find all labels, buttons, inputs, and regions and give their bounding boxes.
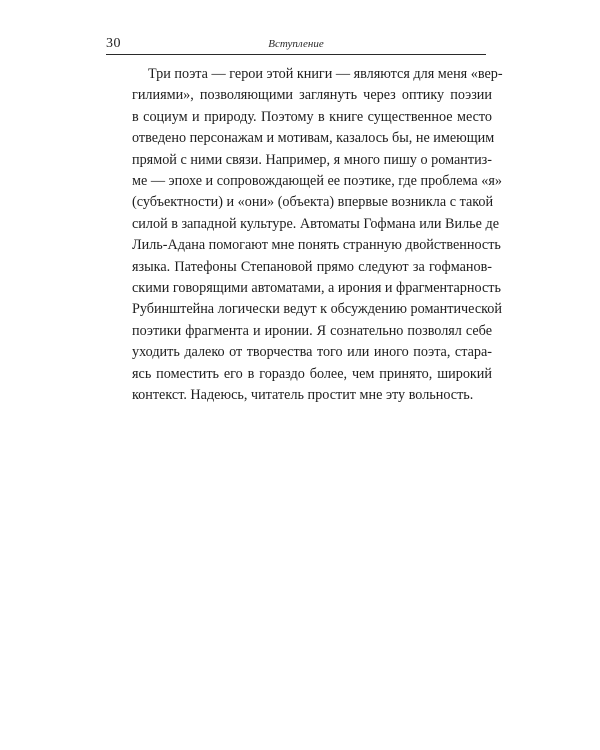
- running-head: Вступление: [268, 38, 324, 50]
- text-line: контекст. Надеюсь, читатель простит мне эту вольность.: [132, 387, 474, 404]
- text-line: языка. Патефоны Степановой прямо следуют за гофманов-: [132, 258, 492, 275]
- body-paragraph: [132, 64, 503, 407]
- text-line: гилиями», позволяющими заглянуть через оптику поэзии: [132, 87, 492, 104]
- page-header: [106, 36, 486, 56]
- text-line: Три поэта — герои этой книги — являются для меня «вер-: [148, 66, 503, 82]
- text-line: поэтики фрагмента и иронии. Я сознательно позволял себе: [132, 322, 492, 339]
- text-line: отведено персонажам и мотивам, казалось бы, не имеющим: [132, 130, 495, 147]
- page-number: 30: [106, 36, 121, 51]
- text-line: в социум и природу. Поэтому в книге существенное место: [132, 108, 492, 125]
- text-line: силой в западной культуре. Автоматы Гофмана или Вилье де: [132, 215, 500, 232]
- text-line: (субъектности) и «они» (объекта) впервые возникла с такой: [132, 194, 494, 211]
- text-line: прямой с ними связи. Например, я много пишу о романтиз-: [132, 151, 492, 168]
- text-line: уходить далеко от творчества того или иного поэта, стара-: [132, 344, 492, 361]
- text-line: скими говорящими автоматами, а ирония и фрагментарность: [132, 280, 501, 297]
- text-line: ме — эпохе и сопровождающей ее поэтике, где проблема «я»: [132, 173, 502, 190]
- text-line: Рубинштейна логически ведут к обсуждению романтической: [132, 301, 502, 318]
- text-line: Лиль-Адана помогают мне понять странную двойственность: [132, 237, 501, 254]
- header-rule: [106, 54, 486, 55]
- text-line: ясь поместить его в гораздо более, чем принято, широкий: [132, 365, 492, 382]
